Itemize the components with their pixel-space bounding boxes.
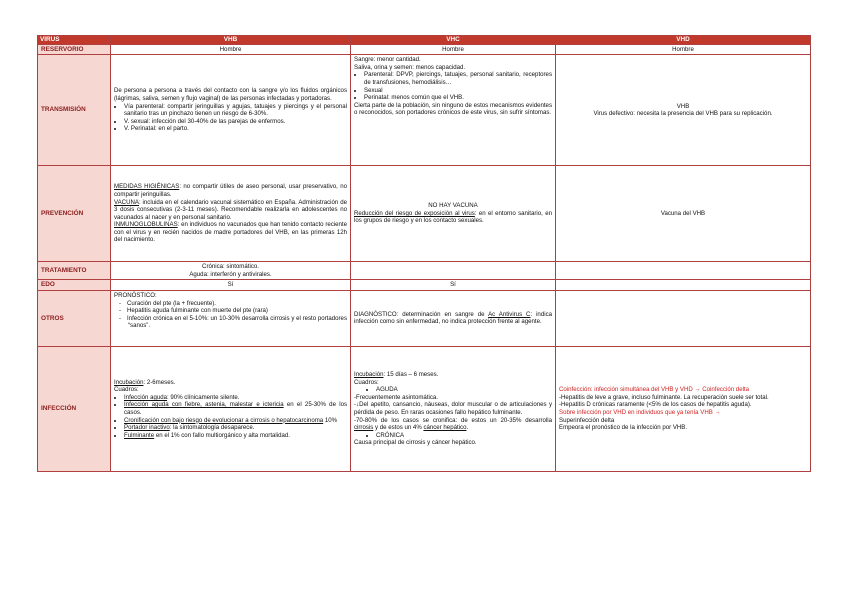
prevencion-label: VACUNA xyxy=(114,198,139,206)
item-text: en el 1% con fallo multiorgánico y alta mortalidad. xyxy=(154,431,290,439)
row-prevencion xyxy=(38,166,811,262)
otros-vhc-t1: determinación en sangre de xyxy=(398,310,489,318)
rowhead-infeccion: INFECCIÓN xyxy=(38,346,111,471)
transmision-vhd-text: Virus defectivo: necesita la presencia del VHB para su replicación. xyxy=(593,110,773,118)
transmision-vhc-line2: Saliva, orina y semen: menos capacidad. xyxy=(354,63,466,71)
row-tratamiento xyxy=(38,262,811,280)
prevencion-text: : en individuos no vacunados que han tenido contacto reciente con el virus y en recién nacidos de madre portadores del VHB, en las primeras 12h del nacimiento. xyxy=(114,221,347,244)
a3-cirrosis: cirrosis xyxy=(354,424,374,432)
item-text: : 90% clínicamente silente. xyxy=(167,393,240,401)
infeccion-vhc-cuadros: Cuadros: xyxy=(354,378,379,386)
incubacion-label: Incubación xyxy=(354,371,384,378)
reservorio-vhd: Hombre xyxy=(556,44,811,55)
prevencion-text: : en el entorno sanitario, en los grupos de riesgo y en los contacto sexuales. xyxy=(354,209,552,225)
infeccion-vhb-list xyxy=(114,394,347,440)
prevencion-vhc-title: NO HAY VACUNA xyxy=(428,202,478,210)
rowhead-tratamiento: TRATAMIENTO xyxy=(38,262,111,280)
prevencion-text: : no compartir útiles de aseo personal, usar preservativo, no compartir jeringuillas. xyxy=(114,183,347,198)
header-vhb: VHB xyxy=(111,36,351,45)
list-item: - Hepatitis aguda fulminante con muerte del pte (rara) xyxy=(128,307,347,315)
reservorio-vhc: Hombre xyxy=(351,44,556,55)
infeccion-vhb xyxy=(111,346,351,471)
list-item: • Parenteral: DPVP, piercings, tatuajes, personal sanitario, receptores de transfusiones, hemodiálisis… xyxy=(364,71,552,86)
prevencion-vhb-p1 xyxy=(114,183,347,198)
list-item xyxy=(124,424,347,432)
transmision-vhb-intro: De persona a persona a través del contacto con la sangre y/o los fluidos orgánicos (lágrimas, saliva, semen y flujo vaginal) de las personas infectadas y portadoras. xyxy=(114,87,347,102)
rowhead-edo: EDO xyxy=(38,280,111,291)
list-item: • Sexual xyxy=(364,87,552,95)
infeccion-vhc-a3 xyxy=(354,417,552,432)
infeccion-vhd-l1: Coinfección: infección simultánea del VHB y VHD → Coinfección delta xyxy=(559,386,750,394)
item-label: Infección aguda con fiebre, astenia, malestar e ictericia xyxy=(124,401,284,409)
rowhead-prevencion: PREVENCIÓN xyxy=(38,166,111,262)
transmision-vhd xyxy=(556,55,811,166)
item-text: en el 25-30% de los casos. xyxy=(124,401,348,416)
reservorio-vhb: Hombre xyxy=(111,44,351,55)
list-item xyxy=(124,417,347,425)
transmision-vhb xyxy=(111,55,351,166)
otros-vhb xyxy=(111,290,351,346)
infeccion-vhb-cuadros: Cuadros: xyxy=(114,386,139,394)
prevencion-text: : incluida en el calendario vacunal sistemático en España. Administración de 3 dosis consecutivas (2-3-11 meses). Recomendable realizarla en adolescentes no vacunados al nacer y en personal sanitario. xyxy=(114,198,347,221)
prevencion-vhb-p3 xyxy=(114,221,347,244)
prevencion-vhc-text xyxy=(354,210,552,225)
prevencion-label: MEDIDAS HIGIÉNICAS xyxy=(114,183,180,191)
infeccion-vhc-c1: Causa principal de cirrosis y cáncer hepático. xyxy=(354,439,477,447)
item-text: 10% xyxy=(323,416,338,424)
prevencion-vhc xyxy=(351,166,556,262)
list-item xyxy=(124,432,347,440)
transmision-vhc-list xyxy=(354,71,552,101)
infeccion-vhc xyxy=(351,346,556,471)
transmision-vhd-title: VHB xyxy=(676,102,690,110)
a3-cancer: cáncer hepático xyxy=(423,424,467,432)
list-item xyxy=(124,394,347,402)
infeccion-vhd-l4: Sobre infección por VHD en individuos que ya tenía VHB → xyxy=(559,408,721,416)
prevencion-vhd: Vacuna del VHB xyxy=(556,166,811,262)
edo-vhd xyxy=(556,280,811,291)
prevencion-vhb-p2 xyxy=(114,199,347,222)
otros-vhc-label: DIAGNÓSTICO: xyxy=(354,310,399,318)
header-vhc: VHC xyxy=(351,36,556,45)
incubacion-text: : 2-6meses. xyxy=(143,378,176,386)
item-label: Cronificación con bajo riesgo de evolucionar a cirrosis o hepatocarcinoma xyxy=(124,416,324,424)
otros-vhc-text xyxy=(354,311,552,326)
transmision-vhb-list xyxy=(114,103,347,133)
list-item: • Perinatal: menos común que el VHB. xyxy=(364,94,552,102)
infeccion-vhc-incubacion xyxy=(354,371,552,379)
otros-vhc-t2: : indica infección como sin enfermedad, no indica protección frente al agente. xyxy=(354,310,553,326)
infeccion-vhd-l2: -Hepatitis de leve a grave, incluso fulminante. La recuperación suele ser total. xyxy=(559,393,769,401)
list-item: • Vía parenteral: compartir jeringuillas y agujas, tatuajes y piercings y el personal sanitario tras un pinchazo tienen un riesgo de 6-30%. xyxy=(124,103,347,118)
infeccion-vhc-cronica-list xyxy=(354,432,552,440)
otros-vhc-ac: Ac Antivirus C xyxy=(488,310,531,318)
item-label: Portador inactivo xyxy=(124,424,170,432)
infeccion-vhd xyxy=(556,346,811,471)
rowhead-transmision: TRANSMISIÓN xyxy=(38,55,111,166)
otros-vhb-title: PRONÓSTICO: xyxy=(114,291,157,299)
infeccion-vhc-aguda-list xyxy=(354,386,552,394)
list-item xyxy=(124,401,347,416)
header-virus: VIRUS xyxy=(38,36,111,45)
rowhead-reservorio: RESERVORIO xyxy=(38,44,111,55)
row-infeccion xyxy=(38,346,811,471)
incubacion-label: Incubación xyxy=(114,378,144,386)
otros-vhb-list xyxy=(114,300,347,330)
virus-comparison-table xyxy=(37,35,811,472)
prevencion-vhb xyxy=(111,166,351,262)
tratamiento-vhc xyxy=(351,262,556,280)
rowhead-otros: OTROS xyxy=(38,290,111,346)
tratamiento-line2: Aguda: interferón y antivirales. xyxy=(189,270,272,278)
aguda-heading: • AGUDA xyxy=(376,386,552,394)
list-item: - Curación del pte (la + frecuente). xyxy=(128,300,347,308)
a3-pre: -70-80% de los casos se cronifica: de estos un 20-35% desarrolla xyxy=(354,416,552,424)
transmision-vhc-tail: Cierta parte de la población, sin ninguno de estos mecanismos evidentes o reconocidos, son portadores crónicos de este virus, sin sufrir síntomas. xyxy=(354,101,552,117)
edo-vhc: Sí xyxy=(351,280,556,291)
header-vhd: VHD xyxy=(556,36,811,45)
tratamiento-vhb xyxy=(111,262,351,280)
row-edo xyxy=(38,280,811,291)
infeccion-vhb-incubacion xyxy=(114,379,347,387)
item-text: : la sintomatología desaparece. xyxy=(169,424,255,432)
infeccion-vhc-a1: -Frecuentemente asintomática. xyxy=(354,393,438,401)
header-row xyxy=(38,36,811,45)
cronica-heading: • CRÓNICA xyxy=(376,432,552,440)
incubacion-text: : 15 días – 6 meses. xyxy=(383,371,439,378)
list-item: • V. sexual: infección del 30-40% de las parejas de enfermos. xyxy=(124,118,347,126)
row-reservorio xyxy=(38,44,811,55)
item-label: Infección aguda xyxy=(124,393,168,401)
transmision-vhc-line1: Sangre: menor cantidad. xyxy=(354,56,421,64)
edo-vhb: Sí xyxy=(111,280,351,291)
item-label: Fulminante xyxy=(124,431,155,439)
infeccion-vhc-a2: -↓Del apetito, cansancio, náuseas, dolor muscular o de articulaciones y pérdida de peso. En raras ocasiones fallo hepático fulminante. xyxy=(354,401,552,416)
list-item: - Infección crónica en el 5-10%: un 10-30% desarrolla cirrosis y el resto portadores “sanos”. xyxy=(128,315,347,330)
transmision-vhc xyxy=(351,55,556,166)
prevencion-label: INMUNOGLOBULINAS xyxy=(114,221,178,229)
tratamiento-line1: Crónica: sintomático. xyxy=(202,263,259,271)
row-otros xyxy=(38,290,811,346)
tratamiento-vhd xyxy=(556,262,811,280)
row-transmision xyxy=(38,55,811,166)
infeccion-vhd-l6: Empeora el pronóstico de la infección por VHB. xyxy=(559,424,688,432)
prevencion-label: Reducción del riesgo de exposición al virus xyxy=(354,209,475,217)
infeccion-vhd-l3: -Hepatitis D crónicas raramente (<5% de los casos de hepatitis aguda). xyxy=(559,401,752,409)
a3-end: . xyxy=(466,424,469,432)
otros-vhd xyxy=(556,290,811,346)
otros-vhc xyxy=(351,290,556,346)
a3-mid: y de estos un 4% xyxy=(373,424,424,432)
list-item: • V. Perinatal: en el parto. xyxy=(124,125,347,133)
infeccion-vhd-l5: Superinfección delta xyxy=(559,416,615,424)
virus-comparison-page xyxy=(37,35,810,472)
